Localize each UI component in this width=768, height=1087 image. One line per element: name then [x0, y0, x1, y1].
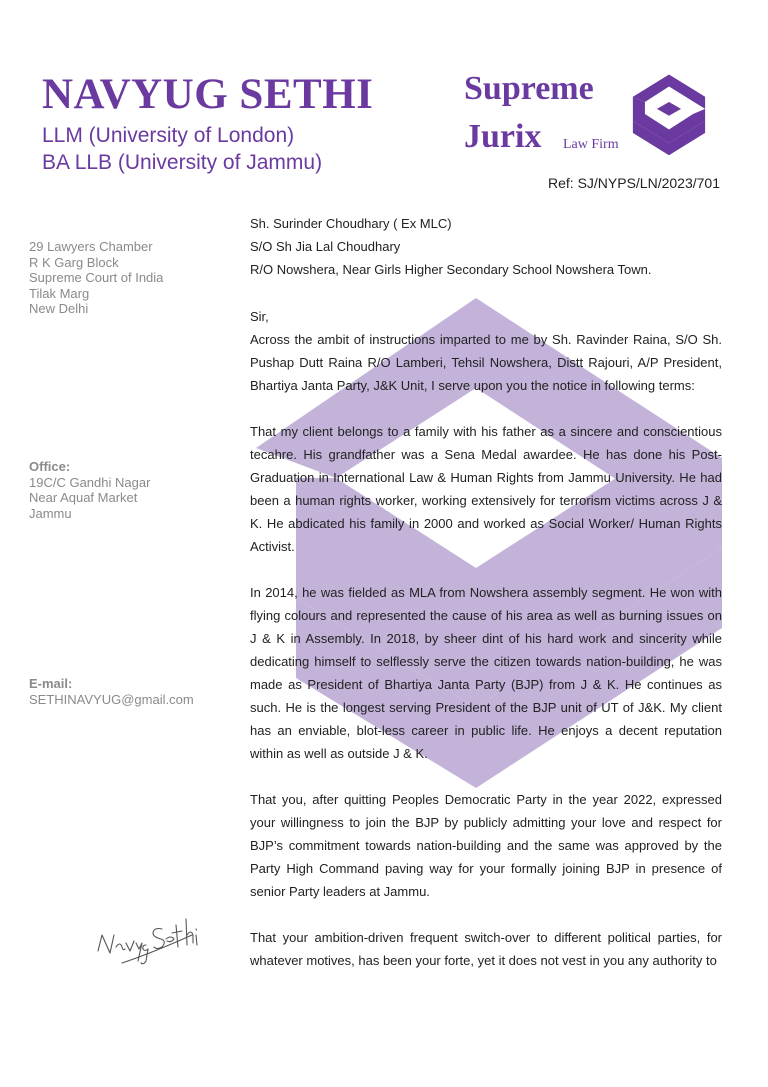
- address-line: R K Garg Block: [29, 254, 119, 270]
- office-label: Office:: [29, 459, 71, 474]
- paragraph: Across the ambit of instructions imparted to me by Sh. Ravinder Raina, S/O Sh. Pushap Dutt Raina R/O Lamberi, Tehsil Nowshera, Distt Rajouri, A/P President, Bhartiya Janta Party, J&K Unit, I serve upon you the notice in following terms:: [250, 332, 722, 393]
- firm-name-jurix: Jurix: [464, 118, 542, 155]
- reference-number: Ref: SJ/NYPS/LN/2023/701: [548, 175, 720, 191]
- letter-body: [250, 305, 722, 995]
- address-line: New Delhi: [29, 301, 89, 317]
- salutation: Sir,: [250, 309, 269, 324]
- firm-logo-icon: [626, 71, 712, 157]
- paragraph: That you, after quitting Peoples Democratic Party in the year 2022, expressed your willingness to join the BJP by publicly admitting your love and respect for BJP’s commitment towards nation-building and the same was approved by the Party High Command paving way for your formally joining BJP in presence of senior Party leaders at Jammu.: [250, 792, 722, 899]
- office-line: 19C/C Gandhi Nagar: [29, 474, 151, 490]
- address-line: Tilak Marg: [29, 285, 90, 301]
- office-address: [29, 459, 150, 521]
- recipient-block: [250, 212, 651, 281]
- recipient-name: Sh. Surinder Choudhary ( Ex MLC): [250, 216, 452, 231]
- signature: [92, 905, 208, 967]
- address-line: Supreme Court of India: [29, 270, 164, 286]
- recipient-parent: S/O Sh Jia Lal Choudhary: [250, 239, 401, 254]
- paragraph: That my client belongs to a family with his father as a sincere and conscientious tecahre. His grandfather was a Sena Medal awardee. He has done his Post-Graduation in International Law & Human Rights from Jammu University. He had been a human rights worker, working extensively for terrorism victims across J & K. He abdicated his family in 2000 and worked as Social Worker/ Human Rights Activist.: [250, 424, 722, 554]
- recipient-address: R/O Nowshera, Near Girls Higher Secondary School Nowshera Town.: [250, 262, 652, 277]
- firm-name-suffix: Law Firm: [563, 137, 619, 152]
- paragraph: That your ambition-driven frequent switch-over to different political parties, for whatever motives, has been your forte, yet it does not vest in you any authority to: [250, 930, 722, 968]
- office-line: Jammu: [29, 505, 72, 521]
- chamber-address: [29, 239, 163, 317]
- email-address: SETHINAVYUG@gmail.com: [29, 691, 194, 707]
- lawyer-name: NAVYUG SETHI: [42, 71, 374, 118]
- firm-name-supreme: Supreme: [464, 70, 594, 107]
- qualification-llm: LLM (University of London): [42, 124, 295, 147]
- address-line: 29 Lawyers Chamber: [29, 239, 153, 254]
- email-label: E-mail:: [29, 676, 73, 691]
- office-line: Near Aquaf Market: [29, 490, 138, 506]
- email-block: [29, 676, 194, 707]
- qualification-ballb: BA LLB (University of Jammu): [42, 151, 323, 174]
- paragraph: In 2014, he was fielded as MLA from Nowshera assembly segment. He won with flying colours and represented the cause of his area as well as burning issues on J & K in Assembly. In 2018, by sheer dint of his hard work and sincerity while dedicating himself to selflessly serve the citizen towards nation-building, he was made as President of Bhartiya Janta Party (BJP) from J & K. He continues as such. He is the longest serving President of the BJP unit of UT of J&K. My client has an enviable, blot-less career in public life. He enjoys a decent reputation within as well as outside J & K.: [250, 585, 722, 761]
